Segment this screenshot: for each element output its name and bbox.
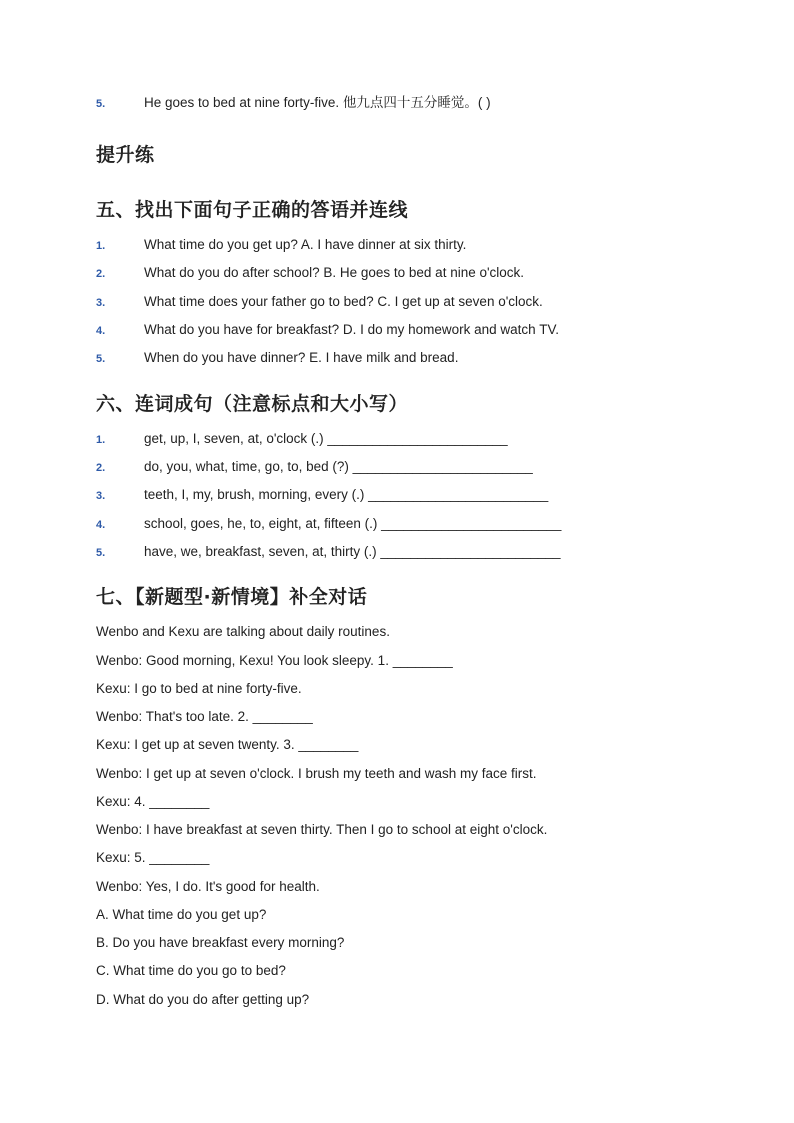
question-item — [96, 236, 466, 255]
item-number: 1. — [96, 434, 106, 446]
section-title: 提升练 — [96, 144, 155, 166]
item-text: school, goes, he, to, eight, at, fifteen (.) ________________________ — [144, 516, 562, 531]
item-number: 5. — [96, 353, 106, 365]
item-number: 3. — [96, 297, 106, 309]
item-text: What do you have for breakfast? D. I do my homework and watch TV. — [144, 322, 559, 337]
dialogue-line: Kexu: 5. ________ — [96, 850, 210, 865]
option-line: D. What do you do after getting up? — [96, 992, 310, 1007]
item-number: 2. — [96, 462, 106, 474]
question-item — [96, 349, 458, 368]
item-text: do, you, what, time, go, to, bed (?) ________________________ — [144, 459, 533, 474]
question-item — [96, 293, 543, 312]
dialogue-line: Wenbo: Good morning, Kexu! You look sleepy. 1. ________ — [96, 653, 453, 668]
question-item — [96, 486, 548, 505]
question-item — [96, 430, 508, 449]
question-item — [96, 543, 561, 562]
item-number: 5. — [96, 547, 106, 559]
item-text: teeth, I, my, brush, morning, every (.) ________________________ — [144, 487, 549, 502]
dialogue-line: Kexu: 4. ________ — [96, 794, 210, 809]
item-text: He goes to bed at nine forty-five. 他九点四十五分睡觉。( ) — [144, 95, 491, 110]
question-item — [96, 94, 491, 113]
section7-title: 七、【新题型·新情境】补全对话 — [96, 586, 368, 608]
item-text: What do you do after school? B. He goes to bed at nine o'clock. — [144, 265, 525, 280]
dialogue-line: Wenbo: Yes, I do. It's good for health. — [96, 879, 320, 894]
dialogue-line: Kexu: I go to bed at nine forty-five. — [96, 681, 302, 696]
dialogue-line: Wenbo: That's too late. 2. ________ — [96, 709, 313, 724]
item-text: When do you have dinner? E. I have milk and bread. — [144, 350, 459, 365]
item-text: get, up, I, seven, at, o'clock (.) ________________________ — [144, 431, 508, 446]
item-number: 3. — [96, 490, 106, 502]
question-item — [96, 515, 561, 534]
option-line: B. Do you have breakfast every morning? — [96, 935, 345, 950]
dialogue-line: Wenbo: I get up at seven o'clock. I brush my teeth and wash my face first. — [96, 766, 537, 781]
item-text: What time do you get up? A. I have dinner at six thirty. — [144, 237, 467, 252]
dialogue-line: Kexu: I get up at seven twenty. 3. ________ — [96, 737, 359, 752]
item-number: 2. — [96, 268, 106, 280]
item-text: What time does your father go to bed? C. I get up at seven o'clock. — [144, 294, 543, 309]
dialogue-line: Wenbo and Kexu are talking about daily routines. — [96, 624, 390, 639]
section6-title: 六、连词成句（注意标点和大小写） — [96, 393, 409, 415]
item-number: 1. — [96, 240, 106, 252]
item-number: 4. — [96, 519, 106, 531]
question-item — [96, 458, 533, 477]
item-text: have, we, breakfast, seven, at, thirty (.) ________________________ — [144, 544, 561, 559]
option-line: A. What time do you get up? — [96, 907, 267, 922]
option-line: C. What time do you go to bed? — [96, 963, 286, 978]
dialogue-line: Wenbo: I have breakfast at seven thirty. Then I go to school at eight o'clock. — [96, 822, 548, 837]
item-number: 5. — [96, 98, 106, 110]
question-item — [96, 264, 524, 283]
question-item — [96, 321, 559, 340]
section5-title: 五、找出下面句子正确的答语并连线 — [96, 199, 409, 221]
item-number: 4. — [96, 325, 106, 337]
